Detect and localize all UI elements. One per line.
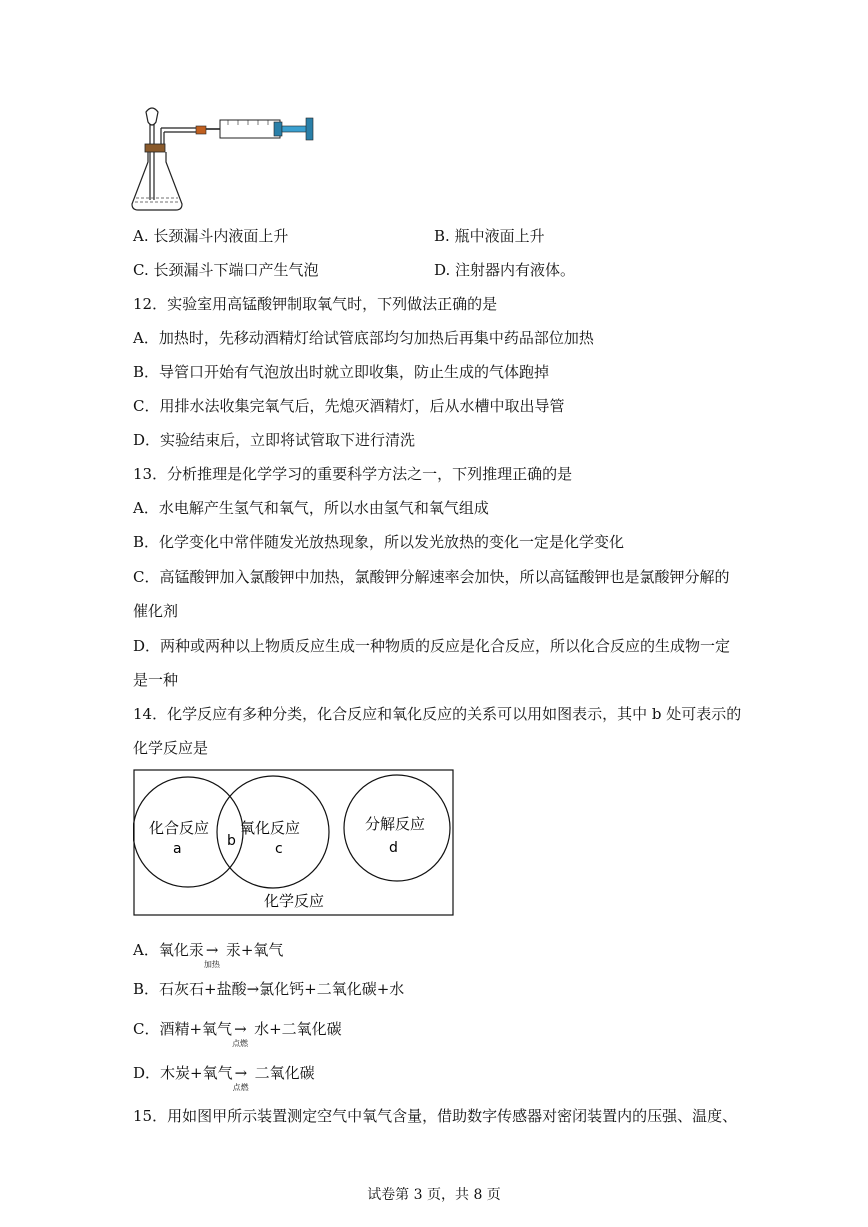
page-footer: 试卷第 3 页，共 8 页 [367, 1187, 501, 1203]
q12-stem: 12．实验室用高锰酸钾制取氧气时，下列做法正确的是 [133, 295, 498, 313]
venn-letter-c: c [275, 841, 283, 857]
q11-option-b: B. 瓶中液面上升 [434, 227, 545, 245]
q13-option-b: B．化学变化中常伴随发光放热现象，所以发光放热的变化一定是化学变化 [133, 533, 625, 551]
q12-option-b: B．导管口开始有气泡放出时就立即收集，防止生成的气体跑掉 [133, 363, 550, 381]
venn-letter-a: a [173, 841, 182, 857]
q11-option-a: A. 长颈漏斗内液面上升 [133, 227, 289, 245]
q14-stem: 14．化学反应有多种分类，化合反应和氧化反应的关系可以用如图表示，其中 b 处可表示的 [133, 705, 742, 723]
q14-option-c: C．酒精+氧气 → 点燃 水+二氧化碳 [133, 1020, 342, 1048]
q13-option-d: D．两种或两种以上物质反应生成一种物质的反应是化合反应，所以化合反应的生成物一定 [133, 637, 731, 655]
q12-option-a: A．加热时，先移动酒精灯给试管底部均匀加热后再集中药品部位加热 [133, 329, 594, 347]
q14-option-b: B．石灰石+盐酸→氯化钙+二氧化碳+水 [133, 980, 405, 998]
q14-option-d: D．木炭+氧气 → 点燃 二氧化碳 [133, 1064, 315, 1092]
q12-option-c: C．用排水法收集完氧气后，先熄灭酒精灯，后从水槽中取出导管 [133, 397, 565, 415]
venn-letter-d: d [389, 840, 398, 856]
q13-option-d-cont: 是一种 [133, 671, 179, 689]
q12-option-d: D．实验结束后，立即将试管取下进行清洗 [133, 431, 416, 449]
venn-diagram [133, 769, 455, 917]
q11-option-c: C. 长颈漏斗下端口产生气泡 [133, 261, 319, 279]
q13-option-c: C．高锰酸钾加入氯酸钾中加热，氯酸钾分解速率会加快，所以高锰酸钾也是氯酸钾分解的 [133, 568, 730, 586]
q14-stem-cont: 化学反应是 [133, 739, 209, 757]
q13-option-a: A．水电解产生氢气和氧气，所以水由氢气和氧气组成 [133, 499, 489, 517]
flask-syringe-apparatus [128, 100, 328, 216]
q14-option-a: A．氧化汞 → 加热 汞+氧气 [133, 941, 284, 969]
q15-stem: 15．用如图甲所示装置测定空气中氧气含量，借助数字传感器对密闭装置内的压强、温度、 [133, 1107, 738, 1125]
q11-option-d: D. 注射器内有液体。 [434, 261, 576, 279]
venn-letter-b: b [227, 833, 236, 849]
venn-label-combination: 化合反应 [149, 819, 210, 837]
venn-label-chemical-reaction: 化学反应 [264, 892, 325, 910]
q13-option-c-cont: 催化剂 [133, 602, 179, 620]
venn-label-decomposition: 分解反应 [365, 815, 426, 833]
q13-stem: 13．分析推理是化学学习的重要科学方法之一，下列推理正确的是 [133, 465, 573, 483]
venn-label-oxidation: 氧化反应 [240, 819, 301, 837]
